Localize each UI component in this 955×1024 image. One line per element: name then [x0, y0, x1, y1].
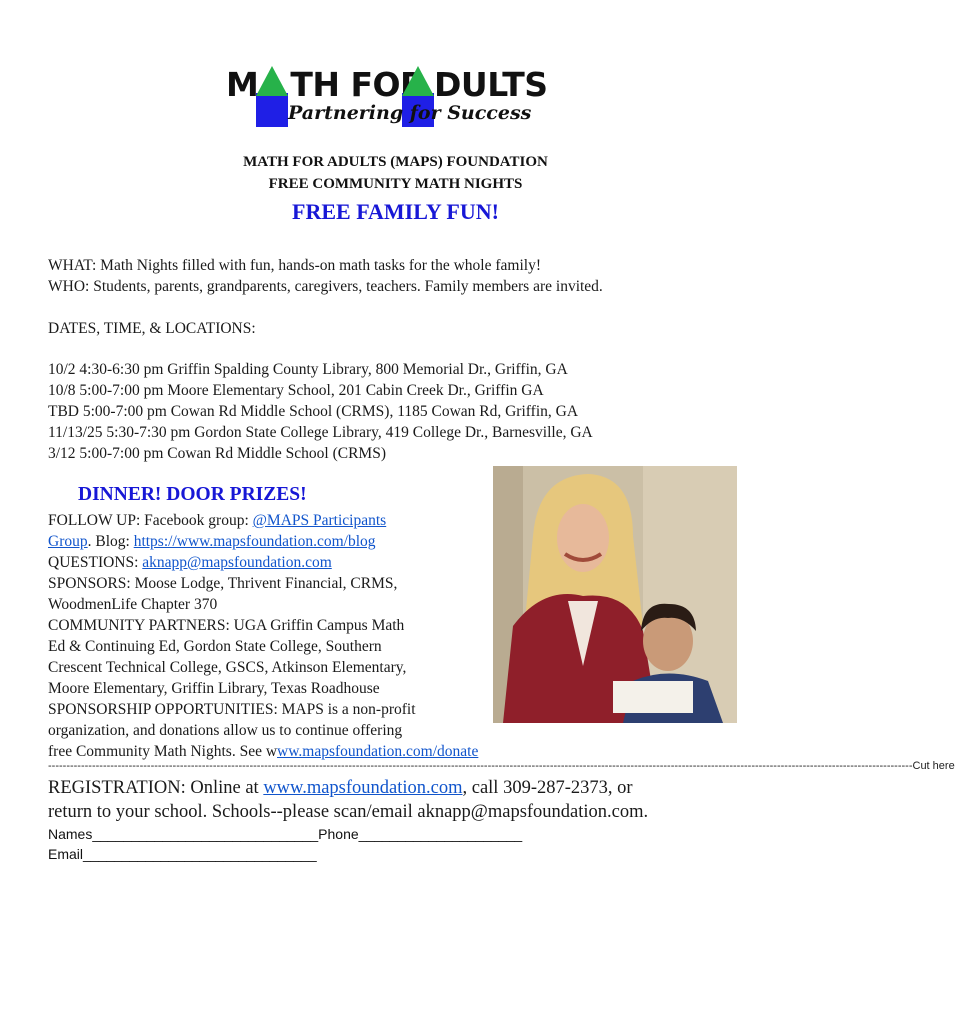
- date-item: 3/12 5:00-7:00 pm Cowan Rd Middle School (CRMS): [48, 445, 386, 462]
- what-line: WHAT: Math Nights filled with fun, hands-on math tasks for the whole family!: [48, 257, 541, 274]
- questions-line: QUESTIONS: aknapp@mapsfoundation.com: [48, 554, 332, 571]
- partners-line: Crescent Technical College, GSCS, Atkinson Elementary,: [48, 659, 407, 676]
- photo-illustration: [493, 466, 737, 723]
- registration-line-2: return to your school. Schools--please scan/email aknapp@mapsfoundation.com.: [48, 802, 649, 822]
- date-item: 11/13/25 5:30-7:30 pm Gordon State College Library, 419 College Dr., Barnesville, GA: [48, 424, 593, 441]
- logo-word-math: M TH FOR: [226, 65, 425, 104]
- blog-link[interactable]: https://www.mapsfoundation.com/blog: [133, 533, 376, 550]
- date-item: TBD 5:00-7:00 pm Cowan Rd Middle School (CRMS), 1185 Cowan Rd, Griffin, GA: [48, 403, 579, 420]
- foundation-title: MATH FOR ADULTS (MAPS) FOUNDATION: [243, 154, 548, 170]
- event-title: FREE COMMUNITY MATH NIGHTS: [268, 176, 523, 192]
- partners-line: Moore Elementary, Griffin Library, Texas Roadhouse: [48, 680, 380, 697]
- cut-here-label: Cut here: [912, 760, 955, 772]
- dinner-door-prizes: DINNER! DOOR PRIZES!: [78, 484, 307, 505]
- email-row: [48, 846, 317, 862]
- facebook-group-link[interactable]: @MAPS Participants: [252, 512, 387, 529]
- partners-line: Ed & Continuing Ed, Gordon State College, Southern: [48, 638, 382, 655]
- logo-triangle-a: [256, 66, 288, 96]
- logo: [226, 66, 552, 136]
- free-family-fun: FREE FAMILY FUN!: [292, 199, 499, 224]
- names-label: Names: [48, 826, 93, 842]
- sponsors-line: SPONSORS: Moose Lodge, Thrivent Financial, CRMS,: [48, 575, 398, 592]
- photo-woman-and-boy: [493, 466, 737, 723]
- questions-email-link[interactable]: aknapp@mapsfoundation.com: [142, 554, 332, 571]
- registration-line: REGISTRATION: Online at www.mapsfoundation.com, call 309-287-2373, or: [48, 778, 633, 798]
- email-label: Email: [48, 846, 84, 862]
- who-line: WHO: Students, parents, grandparents, caregivers, teachers. Family members are invited.: [48, 278, 603, 295]
- phone-field[interactable]: _____________________: [358, 826, 523, 842]
- logo-triangle-a2: [402, 66, 434, 96]
- registration-link[interactable]: www.mapsfoundation.com: [263, 778, 463, 798]
- names-field[interactable]: _____________________________: [92, 826, 319, 842]
- logo-word-dults: DULTS: [434, 65, 548, 104]
- date-item: 10/8 5:00-7:00 pm Moore Elementary School, 201 Cabin Creek Dr., Griffin GA: [48, 382, 544, 399]
- sponsorship-line: SPONSORSHIP OPPORTUNITIES: MAPS is a non-profit: [48, 701, 416, 718]
- names-phone-row: [48, 826, 522, 842]
- partners-line: COMMUNITY PARTNERS: UGA Griffin Campus Math: [48, 617, 405, 634]
- phone-label: Phone: [318, 826, 359, 842]
- donate-link[interactable]: ww.mapsfoundation.com/donate: [277, 743, 479, 760]
- email-field[interactable]: ______________________________: [83, 846, 317, 862]
- blog-line: Group. Blog: https://www.mapsfoundation.com/blog: [48, 533, 376, 550]
- date-item: 10/2 4:30-6:30 pm Griffin Spalding County Library, 800 Memorial Dr., Griffin, GA: [48, 361, 568, 378]
- sponsors-line: WoodmenLife Chapter 370: [48, 596, 218, 613]
- follow-up-line: FOLLOW UP: Facebook group: @MAPS Participants: [48, 512, 387, 529]
- cut-line: -------------------------------------------------------------------------------------------------------------------------------------------------------------------------------------------------------------------------------------------- Cut here: [48, 760, 955, 772]
- dates-heading: DATES, TIME, & LOCATIONS:: [48, 320, 256, 337]
- sponsorship-line: organization, and donations allow us to continue offering: [48, 722, 403, 739]
- logo-tagline: Partnering for Success: [288, 102, 532, 124]
- facebook-group-link-cont[interactable]: Group: [48, 533, 88, 550]
- sponsorship-line: free Community Math Nights. See www.mapsfoundation.com/donate: [48, 743, 479, 760]
